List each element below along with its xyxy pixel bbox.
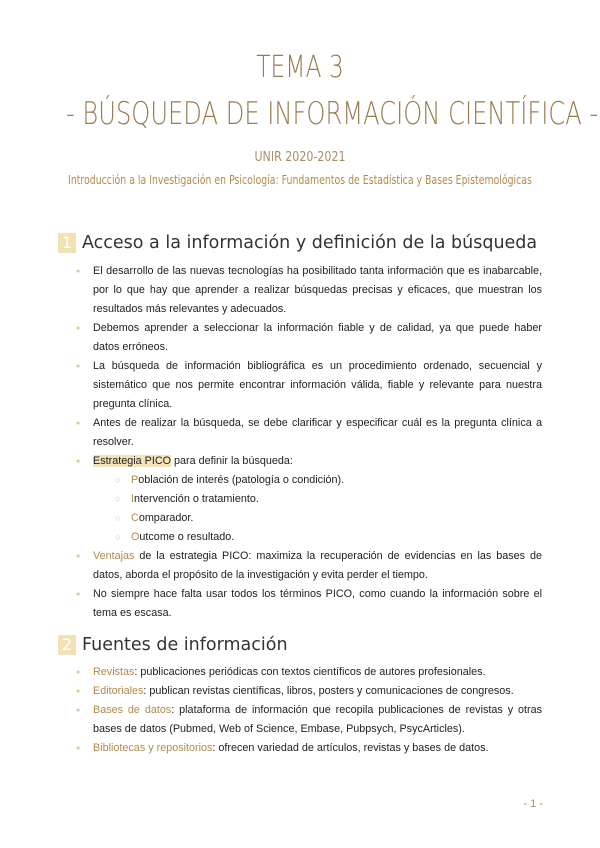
section-title: Fuentes de información [82,635,288,655]
page-number: - 1 - [523,798,543,810]
section-2-heading [58,635,288,655]
list-item: ● Bases de datos: plataforma de información que recopila publicaciones de revistas y otras bases de datos (Pubmed, Web of Science, Embase, Pubpsych, PsycArticles). [74,701,542,739]
section-2-list [74,663,542,758]
list-item: ● Antes de realizar la búsqueda, se debe clarificar y especificar cuál es la pregunta clínica a resolver. [74,414,542,452]
term: Ventajas [93,550,135,562]
list-item: ● Editoriales: publican revistas científicas, libros, posters y comunicaciones de congresos. [74,682,542,701]
list-item [74,452,542,547]
course-name: Introducción a la Investigación en Psicología: Fundamentos de Estadística y Bases Epistemológicas [68,173,532,187]
list-item: ● No siempre hace falta usar todos los términos PICO, como cuando la información sobre el tema es escasa. [74,585,542,623]
list-item: ● Ventajas de la estrategia PICO: maximiza la recuperación de evidencias en las bases de datos, aborda el propósito de la investigación y evita perder el tiempo. [74,547,542,585]
academic-year: UNIR 2020-2021 [254,150,346,165]
section-1-heading [58,233,537,253]
sub-list-item: ○ Intervención o tratamiento. [115,490,542,509]
term: Editoriales [93,685,144,697]
document-title: TEMA 3 [256,50,344,85]
highlighted-term: Estrategia PICO [93,455,172,467]
list-item: ● El desarrollo de las nuevas tecnologías ha posibilitado tanta información que es inabarcable, por lo que hay que aprender a realizar búsquedas precisas y eficaces, que muestran los resultados más relevantes y adecuados. [74,262,542,319]
section-number: 2 [58,635,76,655]
list-item: ● Debemos aprender a seleccionar la información fiable y de calidad, ya que puede haber datos erróneos. [74,319,542,357]
pico-sublist [93,471,542,547]
sub-list-item: ○ Comparador. [115,509,542,528]
sub-list-item: ○ Outcome o resultado. [115,528,542,547]
section-1-list [74,262,542,623]
list-item: ● La búsqueda de información bibliográfica es un procedimiento ordenado, secuencial y sistemático que nos permite encontrar información válida, fiable y relevante para nuestra pregunta clínica. [74,357,542,414]
section-title: Acceso a la información y definición de la búsqueda [82,233,538,253]
list-item-text: para definir la búsqueda: [171,455,293,467]
list-item: ● Bibliotecas y repositorios: ofrecen variedad de artículos, revistas y bases de datos. [74,739,542,758]
term: Revistas [93,666,135,678]
sub-list-item: ○ Población de interés (patología o condición). [115,471,542,490]
document-subtitle-heading: - BÚSQUEDA DE INFORMACIÓN CIENTÍFICA - [66,96,599,132]
list-item: ● Revistas: publicaciones periódicas con textos científicos de autores profesionales. [74,663,542,682]
term: Bibliotecas y repositorios [93,742,213,754]
section-number: 1 [58,233,76,253]
term: Bases de datos [93,704,172,716]
